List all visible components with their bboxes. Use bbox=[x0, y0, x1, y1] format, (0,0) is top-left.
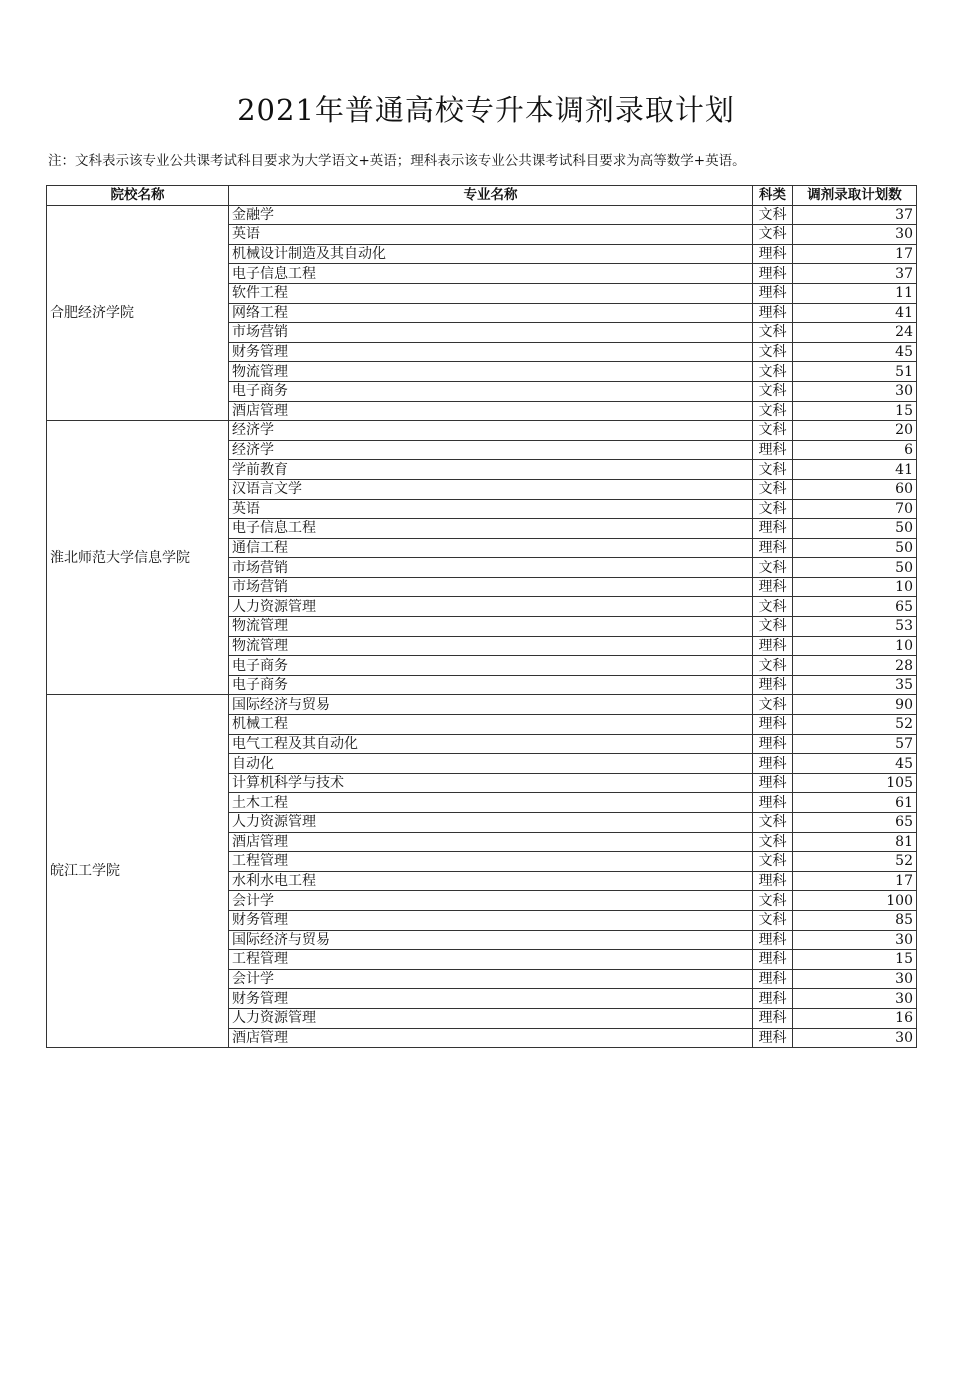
major-name-cell: 经济学 bbox=[229, 421, 753, 441]
category-cell: 文科 bbox=[753, 695, 793, 715]
category-cell: 文科 bbox=[753, 891, 793, 911]
major-name-cell: 学前教育 bbox=[229, 460, 753, 480]
plan-count-cell: 37 bbox=[793, 264, 917, 284]
category-cell: 理科 bbox=[753, 303, 793, 323]
category-cell: 文科 bbox=[753, 205, 793, 225]
category-cell: 文科 bbox=[753, 342, 793, 362]
category-cell: 理科 bbox=[753, 264, 793, 284]
category-cell: 文科 bbox=[753, 323, 793, 343]
category-cell: 理科 bbox=[753, 930, 793, 950]
plan-count-cell: 41 bbox=[793, 303, 917, 323]
category-cell: 理科 bbox=[753, 244, 793, 264]
plan-count-cell: 85 bbox=[793, 910, 917, 930]
plan-count-cell: 28 bbox=[793, 656, 917, 676]
table-row bbox=[47, 421, 917, 441]
plan-count-cell: 30 bbox=[793, 989, 917, 1009]
plan-count-cell: 30 bbox=[793, 930, 917, 950]
category-cell: 文科 bbox=[753, 479, 793, 499]
plan-count-cell: 105 bbox=[793, 773, 917, 793]
category-cell: 理科 bbox=[753, 675, 793, 695]
major-name-cell: 电子商务 bbox=[229, 381, 753, 401]
plan-count-cell: 35 bbox=[793, 675, 917, 695]
school-name-cell: 皖江工学院 bbox=[47, 695, 229, 1048]
plan-count-cell: 11 bbox=[793, 283, 917, 303]
major-name-cell: 物流管理 bbox=[229, 617, 753, 637]
category-cell: 理科 bbox=[753, 950, 793, 970]
plan-count-cell: 45 bbox=[793, 342, 917, 362]
plan-count-cell: 10 bbox=[793, 577, 917, 597]
category-cell: 理科 bbox=[753, 773, 793, 793]
plan-count-cell: 45 bbox=[793, 754, 917, 774]
major-name-cell: 英语 bbox=[229, 499, 753, 519]
major-name-cell: 机械工程 bbox=[229, 715, 753, 735]
major-name-cell: 机械设计制造及其自动化 bbox=[229, 244, 753, 264]
major-name-cell: 市场营销 bbox=[229, 577, 753, 597]
plan-count-cell: 65 bbox=[793, 813, 917, 833]
category-cell: 理科 bbox=[753, 519, 793, 539]
major-name-cell: 市场营销 bbox=[229, 558, 753, 578]
plan-count-cell: 52 bbox=[793, 852, 917, 872]
plan-count-cell: 24 bbox=[793, 323, 917, 343]
plan-count-cell: 20 bbox=[793, 421, 917, 441]
category-cell: 文科 bbox=[753, 910, 793, 930]
major-name-cell: 电子信息工程 bbox=[229, 519, 753, 539]
major-name-cell: 人力资源管理 bbox=[229, 597, 753, 617]
major-name-cell: 经济学 bbox=[229, 440, 753, 460]
major-name-cell: 人力资源管理 bbox=[229, 1008, 753, 1028]
admission-plan-table bbox=[46, 185, 917, 1048]
plan-count-cell: 16 bbox=[793, 1008, 917, 1028]
plan-count-cell: 30 bbox=[793, 1028, 917, 1048]
major-name-cell: 水利水电工程 bbox=[229, 871, 753, 891]
header-count: 调剂录取计划数 bbox=[793, 186, 917, 206]
major-name-cell: 酒店管理 bbox=[229, 1028, 753, 1048]
major-name-cell: 市场营销 bbox=[229, 323, 753, 343]
major-name-cell: 物流管理 bbox=[229, 362, 753, 382]
major-name-cell: 计算机科学与技术 bbox=[229, 773, 753, 793]
header-major: 专业名称 bbox=[229, 186, 753, 206]
note-text: 注：文科表示该专业公共课考试科目要求为大学语文+英语；理科表示该专业公共课考试科目要求为高等数学+英语。 bbox=[48, 153, 746, 169]
plan-count-cell: 37 bbox=[793, 205, 917, 225]
table-row bbox=[47, 205, 917, 225]
category-cell: 文科 bbox=[753, 852, 793, 872]
plan-count-cell: 53 bbox=[793, 617, 917, 637]
major-name-cell: 电子商务 bbox=[229, 656, 753, 676]
category-cell: 理科 bbox=[753, 1008, 793, 1028]
plan-count-cell: 100 bbox=[793, 891, 917, 911]
plan-count-cell: 41 bbox=[793, 460, 917, 480]
plan-count-cell: 65 bbox=[793, 597, 917, 617]
category-cell: 理科 bbox=[753, 754, 793, 774]
category-cell: 理科 bbox=[753, 283, 793, 303]
major-name-cell: 人力资源管理 bbox=[229, 813, 753, 833]
major-name-cell: 英语 bbox=[229, 225, 753, 245]
category-cell: 理科 bbox=[753, 871, 793, 891]
category-cell: 文科 bbox=[753, 617, 793, 637]
category-cell: 文科 bbox=[753, 813, 793, 833]
plan-count-cell: 30 bbox=[793, 381, 917, 401]
major-name-cell: 汉语言文学 bbox=[229, 479, 753, 499]
major-name-cell: 电子商务 bbox=[229, 675, 753, 695]
category-cell: 文科 bbox=[753, 401, 793, 421]
plan-count-cell: 52 bbox=[793, 715, 917, 735]
plan-count-cell: 6 bbox=[793, 440, 917, 460]
plan-count-cell: 15 bbox=[793, 401, 917, 421]
plan-count-cell: 60 bbox=[793, 479, 917, 499]
major-name-cell: 工程管理 bbox=[229, 852, 753, 872]
plan-count-cell: 50 bbox=[793, 519, 917, 539]
major-name-cell: 电气工程及其自动化 bbox=[229, 734, 753, 754]
category-cell: 文科 bbox=[753, 656, 793, 676]
table-row bbox=[47, 695, 917, 715]
major-name-cell: 软件工程 bbox=[229, 283, 753, 303]
category-cell: 理科 bbox=[753, 636, 793, 656]
plan-count-cell: 30 bbox=[793, 969, 917, 989]
plan-count-cell: 50 bbox=[793, 558, 917, 578]
category-cell: 文科 bbox=[753, 558, 793, 578]
category-cell: 文科 bbox=[753, 460, 793, 480]
school-name-cell: 合肥经济学院 bbox=[47, 205, 229, 421]
category-cell: 理科 bbox=[753, 734, 793, 754]
plan-count-cell: 17 bbox=[793, 871, 917, 891]
plan-count-cell: 90 bbox=[793, 695, 917, 715]
category-cell: 理科 bbox=[753, 715, 793, 735]
major-name-cell: 会计学 bbox=[229, 969, 753, 989]
major-name-cell: 国际经济与贸易 bbox=[229, 930, 753, 950]
category-cell: 理科 bbox=[753, 969, 793, 989]
major-name-cell: 通信工程 bbox=[229, 538, 753, 558]
plan-count-cell: 15 bbox=[793, 950, 917, 970]
major-name-cell: 财务管理 bbox=[229, 910, 753, 930]
category-cell: 文科 bbox=[753, 381, 793, 401]
major-name-cell: 酒店管理 bbox=[229, 832, 753, 852]
category-cell: 文科 bbox=[753, 421, 793, 441]
plan-count-cell: 10 bbox=[793, 636, 917, 656]
category-cell: 文科 bbox=[753, 499, 793, 519]
category-cell: 理科 bbox=[753, 577, 793, 597]
major-name-cell: 国际经济与贸易 bbox=[229, 695, 753, 715]
plan-count-cell: 17 bbox=[793, 244, 917, 264]
category-cell: 理科 bbox=[753, 440, 793, 460]
category-cell: 文科 bbox=[753, 597, 793, 617]
major-name-cell: 土木工程 bbox=[229, 793, 753, 813]
plan-count-cell: 81 bbox=[793, 832, 917, 852]
table-header-row bbox=[47, 186, 917, 206]
major-name-cell: 网络工程 bbox=[229, 303, 753, 323]
plan-count-cell: 30 bbox=[793, 225, 917, 245]
category-cell: 理科 bbox=[753, 538, 793, 558]
category-cell: 文科 bbox=[753, 225, 793, 245]
page-title: 2021年普通高校专升本调剂录取计划 bbox=[237, 93, 735, 127]
plan-count-cell: 70 bbox=[793, 499, 917, 519]
major-name-cell: 财务管理 bbox=[229, 989, 753, 1009]
major-name-cell: 会计学 bbox=[229, 891, 753, 911]
category-cell: 理科 bbox=[753, 1028, 793, 1048]
school-name-cell: 淮北师范大学信息学院 bbox=[47, 421, 229, 695]
major-name-cell: 工程管理 bbox=[229, 950, 753, 970]
major-name-cell: 自动化 bbox=[229, 754, 753, 774]
table-body bbox=[47, 205, 917, 1048]
category-cell: 文科 bbox=[753, 362, 793, 382]
header-category: 科类 bbox=[753, 186, 793, 206]
category-cell: 文科 bbox=[753, 832, 793, 852]
header-school: 院校名称 bbox=[47, 186, 229, 206]
major-name-cell: 酒店管理 bbox=[229, 401, 753, 421]
major-name-cell: 财务管理 bbox=[229, 342, 753, 362]
category-cell: 理科 bbox=[753, 793, 793, 813]
major-name-cell: 电子信息工程 bbox=[229, 264, 753, 284]
plan-count-cell: 51 bbox=[793, 362, 917, 382]
major-name-cell: 物流管理 bbox=[229, 636, 753, 656]
plan-count-cell: 57 bbox=[793, 734, 917, 754]
major-name-cell: 金融学 bbox=[229, 205, 753, 225]
category-cell: 理科 bbox=[753, 989, 793, 1009]
plan-count-cell: 50 bbox=[793, 538, 917, 558]
plan-count-cell: 61 bbox=[793, 793, 917, 813]
